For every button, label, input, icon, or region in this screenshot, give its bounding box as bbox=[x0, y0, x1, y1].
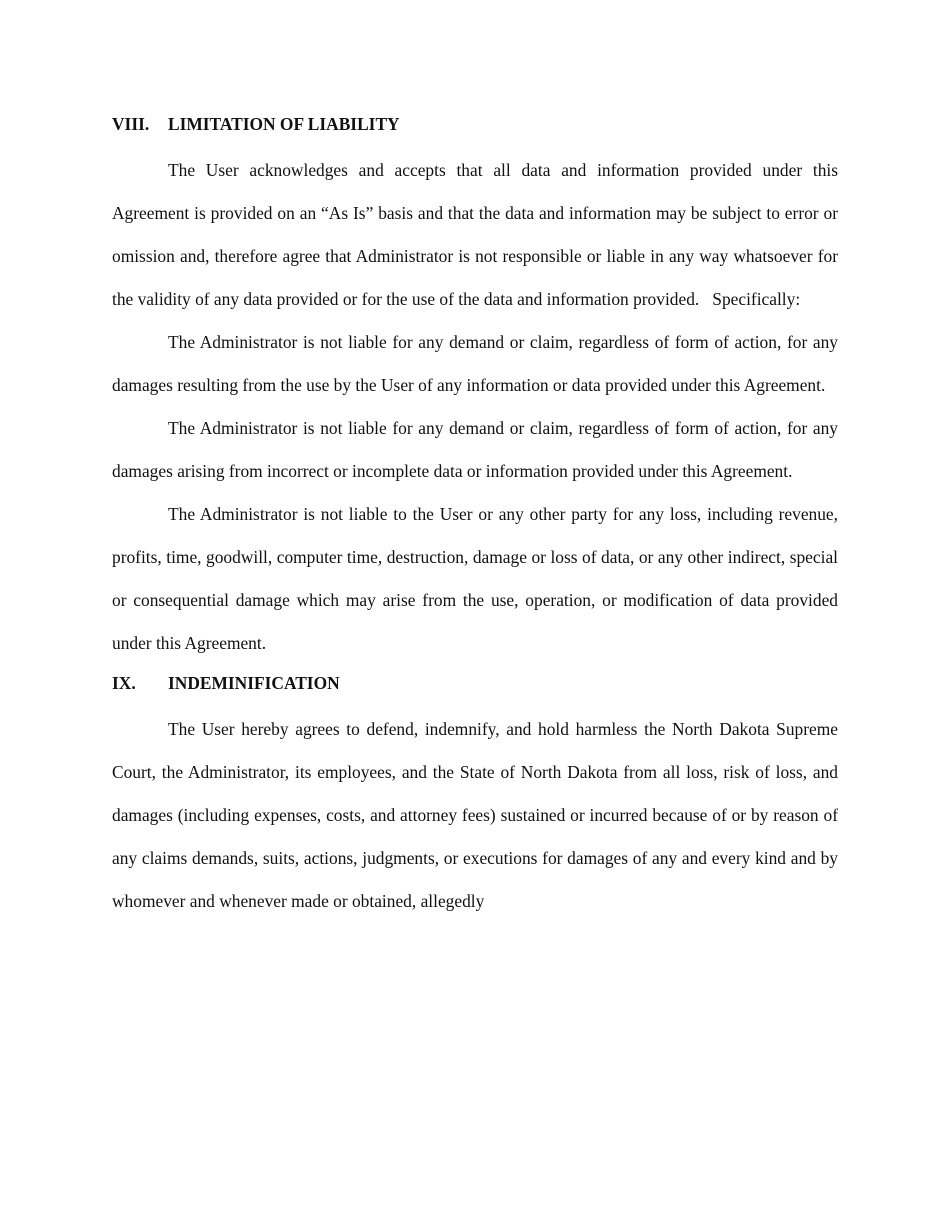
section-heading bbox=[112, 665, 838, 701]
section-heading bbox=[112, 106, 838, 142]
section-title: INDEMINIFICATION bbox=[168, 673, 340, 693]
section-limitation-of-liability bbox=[112, 106, 838, 665]
section-body bbox=[112, 708, 838, 923]
section-title: LIMITATION OF LIABILITY bbox=[168, 114, 400, 134]
section-number: VIII. bbox=[112, 114, 150, 134]
section-number: IX. bbox=[112, 673, 136, 693]
section-body bbox=[112, 149, 838, 665]
paragraph: The Administrator is not liable for any demand or claim, regardless of form of action, for any damages arising from incorrect or incomplete data or information provided under this Agreement. bbox=[112, 418, 838, 481]
paragraph: The Administrator is not liable to the User or any other party for any loss, including revenue, profits, time, goodwill, computer time, destruction, damage or loss of data, or any other indirect, special or consequential damage which may arise from the use, operation, or modification of data provided under this Agreement. bbox=[112, 504, 838, 653]
paragraph: The User hereby agrees to defend, indemnify, and hold harmless the North Dakota Supreme Court, the Administrator, its employees, and the State of North Dakota from all loss, risk of loss, and damages (including expenses, costs, and attorney fees) sustained or incurred because of or by reason of any claims demands, suits, actions, judgments, or executions for damages of any and every kind and by whomever and whenever made or obtained, allegedly bbox=[112, 719, 838, 911]
paragraph: The User acknowledges and accepts that all data and information provided under this Agreement is provided on an “As Is” basis and that the data and information may be subject to error or omission and, therefore agree that Administrator is not responsible or liable in any way whatsoever for the validity of any data provided or for the use of the data and information provided. Specifically: bbox=[112, 160, 838, 309]
paragraph: The Administrator is not liable for any demand or claim, regardless of form of action, for any damages resulting from the use by the User of any information or data provided under this Agreement. bbox=[112, 332, 838, 395]
section-indemnification bbox=[112, 665, 838, 923]
document-page bbox=[112, 106, 838, 923]
